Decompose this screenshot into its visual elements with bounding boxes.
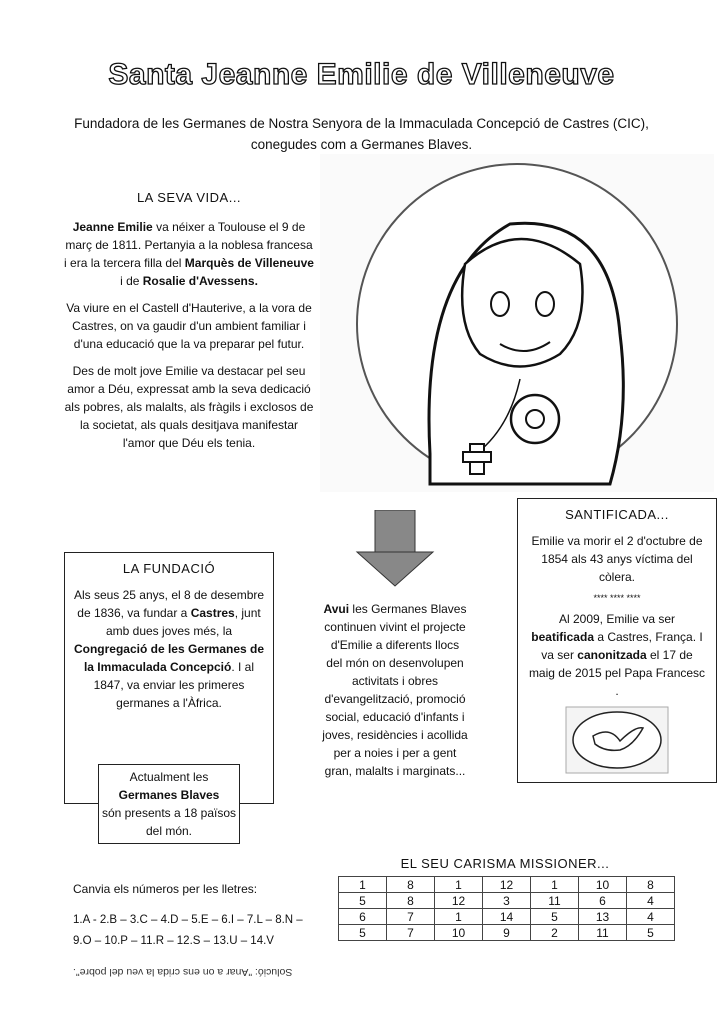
grid-cell: 5 [339, 925, 387, 941]
grid-cell: 5 [627, 925, 675, 941]
text: les Germanes Blaves continuen vivint el projecte d'Emilie a diferents llocs del món on desenvolupen activitats i obres d'evangelització, promoció social, educació d'infants i joves, residències i acollida per a noies i per a gent gran, malalts i marginats... [322, 602, 468, 778]
grid-cell: 7 [387, 925, 435, 941]
vida-heading: LA SEVA VIDA... [136, 190, 242, 205]
vida-p3: Des de molt jove Emilie va destacar pel seu amor a Déu, expressat amb la seva dedicació als pobres, als malalts, als fràgils i exclosos de la societat, als quals desitjava manifestar l'amor que Déu els tenia. [64, 364, 314, 450]
grid-cell: 4 [627, 909, 675, 925]
text: a Castres, França. I va ser [541, 630, 703, 662]
subtitle-line: Fundadora de les Germanes de Nostra Senyora de la Immaculada Concepció de Castres (CIC), [74, 116, 649, 131]
grid-cell: 5 [531, 909, 579, 925]
grid-row [339, 877, 675, 893]
grid-cell: 1 [435, 909, 483, 925]
grid-cell: 7 [387, 909, 435, 925]
avui-text [322, 600, 468, 780]
vida-text [64, 218, 314, 452]
place: Castres [190, 606, 235, 620]
name: Rosalie d'Avessens. [142, 274, 258, 288]
santificada-p2 [528, 610, 706, 700]
grid-cell: 9 [483, 925, 531, 941]
grid-cell: 8 [627, 877, 675, 893]
grid-row [339, 893, 675, 909]
fundacio-text [73, 586, 265, 712]
text: són presents a 18 països del món. [101, 806, 237, 838]
instruction: Canvia els números per les lletres: [73, 882, 258, 896]
text: Al 2009, Emilie va ser [558, 612, 676, 626]
grid-cell: 11 [531, 893, 579, 909]
grid-cell: 11 [579, 925, 627, 941]
text: el 17 de maig de 2015 pel Papa Francesc . [528, 648, 706, 698]
name: Marquès de Villeneuve [184, 256, 314, 270]
grid-cell: 8 [387, 877, 435, 893]
grid-cell: 12 [435, 893, 483, 909]
upside-down-solution: Solució: "Anar a on ens crida la veu del pobre". [73, 966, 293, 978]
grid-cell: 5 [339, 893, 387, 909]
grid-cell: 6 [339, 909, 387, 925]
grid-cell: 10 [435, 925, 483, 941]
text: , junt amb dues joves més, la [105, 606, 261, 638]
text: va néixer a Toulouse el 9 de març de 1811. Pertanyia a la noblesa francesa i era la tercera filla del [64, 220, 313, 270]
congregation: Congregació de les Germanes de la Immaculada Concepció [73, 642, 265, 674]
text: Actualment les [129, 770, 209, 784]
name: Germanes Blaves [118, 788, 220, 802]
grid-cell: 1 [531, 877, 579, 893]
grid-cell: 1 [339, 877, 387, 893]
grid-cell: 8 [387, 893, 435, 909]
santificada-heading: SANTIFICADA... [565, 507, 669, 522]
grid-cell: 10 [579, 877, 627, 893]
grid-cell: 6 [579, 893, 627, 909]
portrait-image [320, 154, 714, 492]
grid-cell: 1 [435, 877, 483, 893]
name: Jeanne Emilie [72, 220, 153, 234]
subtitle [40, 113, 683, 155]
grid-cell: 3 [483, 893, 531, 909]
separator: **** **** **** [593, 593, 641, 603]
grid-cell: 14 [483, 909, 531, 925]
vida-p2: Va viure en el Castell d'Hauterive, a la vora de Castres, on va gaudir d'un ambient familiar i d'una educació que la va preparar pel futur. [66, 301, 312, 351]
santificada-box [517, 498, 717, 783]
key-line: 1.A - 2.B – 3.C – 4.D – 5.E – 6.I – 7.L – 8.N – [73, 914, 303, 926]
text: Als seus 25 anys, el 8 de desembre de 1836, va fundar a [73, 588, 265, 620]
grid-row [339, 909, 675, 925]
nun-illustration [320, 154, 714, 492]
letter-key [73, 910, 303, 952]
down-arrow-icon [355, 510, 435, 588]
grid-cell: 4 [627, 893, 675, 909]
page-title: Santa Jeanne Emilie de Villeneuve [108, 58, 615, 91]
grid-cell: 13 [579, 909, 627, 925]
note-box [98, 764, 240, 844]
cipher-grid [338, 876, 675, 941]
highlight: beatificada [531, 630, 594, 644]
grid-row [339, 925, 675, 941]
carisma-heading: EL SEU CARISMA MISSIONER... [400, 856, 610, 871]
subtitle-line: conegudes com a Germanes Blaves. [250, 137, 473, 152]
text: i de [120, 274, 143, 288]
dove-icon [565, 706, 669, 774]
key-line: 9.O – 10.P – 11.R – 12.S – 13.U – 14.V [73, 935, 274, 947]
text: . I al 1847, va enviar les primeres germanes a l'Àfrica. [93, 660, 255, 710]
highlight: canonitzada [577, 648, 647, 662]
grid-cell: 12 [483, 877, 531, 893]
grid-cell: 2 [531, 925, 579, 941]
santificada-p1: Emilie va morir el 2 d'octubre de 1854 als 43 anys víctima del còlera. [531, 534, 703, 584]
fundacio-heading: LA FUNDACIÓ [122, 561, 216, 576]
highlight: Avui [323, 602, 350, 616]
